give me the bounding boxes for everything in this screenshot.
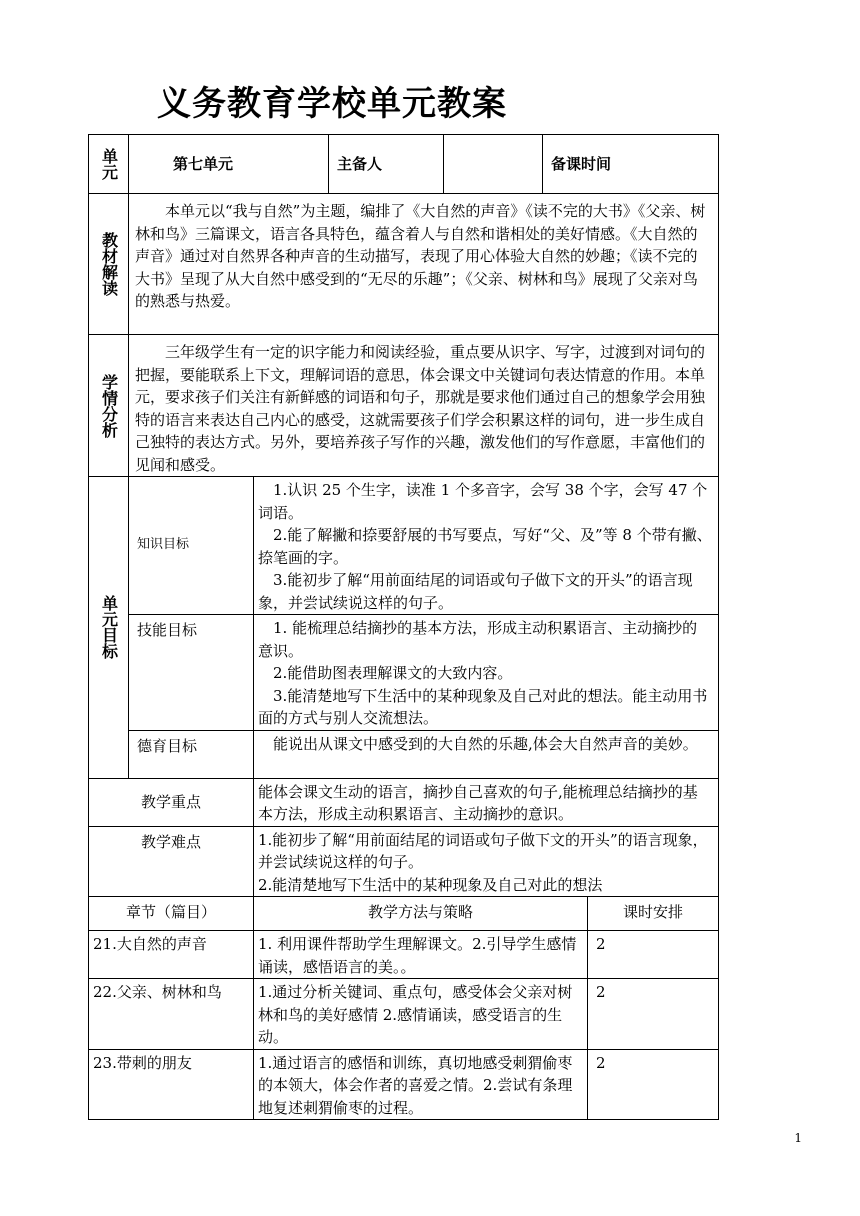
skill-goal-label: 技能目标: [129, 615, 254, 731]
skill-goal-item: 1. 能梳理总结摘抄的基本方法，形成主动积累语言、主动摘抄的意识。: [258, 619, 698, 660]
difficulties-label: 教学难点: [89, 826, 254, 897]
col-chapter-header: 章节（篇目）: [89, 897, 254, 931]
skill-goal-item: 2.能借助图表理解课文的大致内容。: [273, 664, 513, 682]
knowledge-goal-item: 1.认识 25 个生字，读准 1 个多音字，会写 38 个字，会写 47 个词语。: [258, 481, 708, 522]
unit-label: 单元: [89, 135, 129, 194]
knowledge-goal-list: [254, 477, 719, 615]
chapter-cell: 23.带刺的朋友: [89, 1049, 254, 1120]
prep-time-label: 备课时间: [543, 135, 719, 194]
method-cell: 1. 利用课件帮助学生理解课文。2.引导学生感情诵读，感悟语言的美。。: [254, 931, 588, 979]
goals-label: 单元目标: [89, 477, 129, 779]
schedule-header-row: [89, 897, 719, 931]
lead-teacher-label: 主备人: [329, 135, 444, 194]
skill-goal-row: [89, 615, 719, 731]
moral-goal-label: 德育目标: [129, 730, 254, 778]
knowledge-goal-row: [89, 477, 719, 615]
students-row: [89, 335, 719, 477]
schedule-row: [89, 1049, 719, 1120]
lead-teacher-value: [444, 135, 543, 194]
schedule-row: [89, 931, 719, 979]
document-title: 义务教育学校单元教案: [157, 84, 507, 124]
chapter-cell: 22.父亲、树林和鸟: [89, 979, 254, 1050]
difficulties-list: [254, 826, 719, 897]
moral-goal-row: [89, 730, 719, 778]
key-points-label: 教学重点: [89, 778, 254, 826]
students-text: 三年级学生有一定的识字能力和阅读经验，重点要从识字、写字，过渡到对词句的把握，要能联系上下文，理解词语的意思，体会课文中关键词句表达情意的作用。本单元，要求孩子们关注有新鲜感的词语和句子，那就是要求他们通过自己的想象学会用独特的语言来表达自己内心的感受，这就需要孩子们学会积累这样的词句，进一步生成自己独特的表达方式。另外，要培养孩子写作的兴趣，激发他们的写作意愿，丰富他们的见闻和感受。: [129, 335, 719, 477]
schedule-row: [89, 979, 719, 1050]
knowledge-goal-label: 知识目标: [129, 477, 254, 615]
hours-cell: 2: [588, 1049, 719, 1120]
method-cell: 1.通过分析关键词、重点句，感受体会父亲对树林和鸟的美好感情 2.感情诵读，感受语言的生动。: [254, 979, 588, 1050]
lesson-plan-table: [88, 134, 719, 1120]
method-cell: 1.通过语言的感悟和训练，真切地感受刺猬偷枣的本领大，体会作者的喜爱之情。2.尝试有条理地复述刺猬偷枣的过程。: [254, 1049, 588, 1120]
col-hours-header: 课时安排: [588, 897, 719, 931]
difficulty-item: 2.能清楚地写下生活中的某种现象及自己对此的想法: [258, 875, 603, 894]
key-points-row: [89, 778, 719, 826]
chapter-cell: 21.大自然的声音: [89, 931, 254, 979]
hours-cell: 2: [588, 931, 719, 979]
moral-goal-text: [254, 730, 719, 778]
unit-value: 第七单元: [129, 135, 329, 194]
col-method-header: 教学方法与策略: [254, 897, 588, 931]
header-row: [89, 135, 719, 194]
material-row: [89, 194, 719, 335]
difficulty-item: 1.能初步了解“用前面结尾的词语或句子做下文的开头”的语言现象，并尝试续说这样的句子。: [258, 830, 708, 871]
students-label: 学情分析: [89, 335, 129, 477]
skill-goal-list: [254, 615, 719, 731]
knowledge-goal-item: 3.能初步了解“用前面结尾的词语或句子做下文的开头”的语言现象，并尝试续说这样的句子。: [258, 571, 693, 612]
hours-cell: 2: [588, 979, 719, 1050]
knowledge-goal-item: 2.能了解撇和捺要舒展的书写要点，写好“父、及”等 8 个带有撇、捺笔画的字。: [258, 526, 712, 567]
skill-goal-item: 3.能清楚地写下生活中的某种现象及自己对此的想法。能主动用书面的方式与别人交流想法。: [258, 686, 708, 727]
moral-goal-item: 能说出从课文中感受到的大自然的乐趣,体会大自然声音的美妙。: [273, 734, 698, 753]
material-label: 教材解读: [89, 194, 129, 335]
material-text: 本单元以“我与自然”为主题，编排了《大自然的声音》《读不完的大书》《父亲、树林和鸟》三篇课文，语言各具特色，蕴含着人与自然和谐相处的美好情感。《大自然的声音》通过对自然界各种声音的生动描写，表现了用心体验大自然的妙趣；《读不完的大书》呈现了从大自然中感受到的“无尽的乐趣”；《父亲、树林和鸟》展现了父亲对鸟的熟悉与热爱。: [129, 194, 719, 335]
page-number: 1: [794, 1131, 802, 1145]
key-points-text: 能体会课文生动的语言，摘抄自己喜欢的句子,能梳理总结摘抄的基本方法，形成主动积累语言、主动摘抄的意识。: [254, 778, 719, 826]
difficulties-row: [89, 826, 719, 897]
